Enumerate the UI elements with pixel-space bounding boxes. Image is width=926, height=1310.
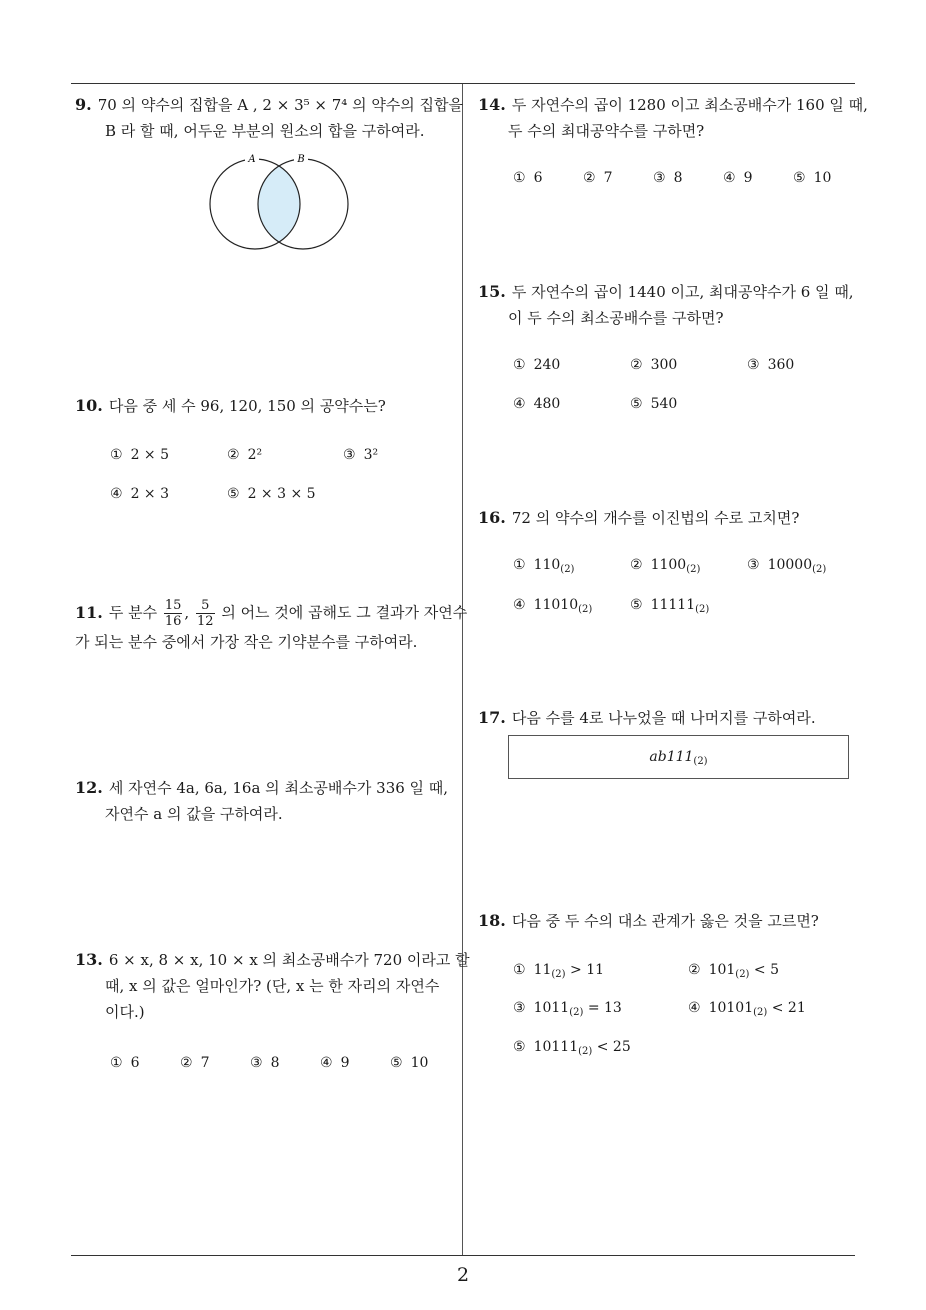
question-text: 6 × x, 8 × x, 10 × x 의 최소공배수가 720 이라고 할 (108, 951, 470, 969)
choice-4[interactable]: ④ 480 (513, 396, 561, 412)
choice-3[interactable]: ③ $1011_{(2)} = 13$ (513, 1000, 622, 1018)
column-divider (462, 84, 463, 1255)
page-number: 2 (456, 1264, 470, 1286)
question-text: 이다.) (105, 1003, 145, 1021)
choice-1[interactable]: ① 6 (513, 170, 543, 186)
choice-2[interactable]: ② 7 (583, 170, 613, 186)
question-number: 18. (478, 911, 506, 930)
question-text: 자연수 a 의 값을 구하여라. (105, 805, 283, 823)
choice-1[interactable]: ① $110_{(2)}$ (513, 557, 575, 575)
question-text: 다음 중 두 수의 대소 관계가 옳은 것을 고르면? (511, 912, 819, 930)
header-rule (71, 83, 855, 84)
question-11: 11. 두 분수 $\frac{15}{16}$ , $\frac{5}{12}$ 의 어느 것에 곱해도 그 결과가 자연수 가 되는 분수 중에서 가장 작은 기약분수를 구하여라. (75, 598, 457, 655)
question-text: 세 자연수 4a, 6a, 16a 의 최소공배수가 336 일 때, (108, 779, 449, 797)
question-13 (75, 947, 470, 1025)
question-text: 때, x 의 값은 얼마인가? (단, x 는 한 자리의 자연수 (105, 977, 440, 995)
question-text: 두 분수 (108, 603, 158, 622)
choice-4[interactable]: ④ 9 (723, 170, 753, 186)
choice-4[interactable]: ④ 9 (320, 1055, 350, 1071)
question-17 (478, 705, 858, 731)
choice-3[interactable]: ③ $10000_{(2)}$ (747, 557, 827, 575)
choice-3[interactable]: ③ 3² (343, 447, 379, 463)
choice-5[interactable]: ⑤ 540 (630, 396, 678, 412)
choice-4[interactable]: ④ 2 × 3 (110, 486, 170, 502)
fraction-5-12: $\frac{5}{12}$ (196, 598, 214, 629)
choice-1[interactable]: ① 6 (110, 1055, 140, 1071)
choice-5[interactable]: ⑤ $10111_{(2)} < 25$ (513, 1039, 631, 1057)
question-text: 가 되는 분수 중에서 가장 작은 기약분수를 구하여라. (75, 633, 418, 651)
fraction-15-16: $\frac{15}{16}$ (164, 598, 182, 629)
question-number: 16. (478, 508, 506, 527)
question-number: 10. (75, 396, 103, 415)
question-number: 17. (478, 708, 506, 727)
choice-1[interactable]: ① 240 (513, 357, 561, 373)
footer-rule (71, 1255, 855, 1256)
question-text: B 라 할 때, 어두운 부분의 원소의 합을 구하여라. (105, 122, 425, 140)
venn-label-b: B (297, 154, 305, 165)
question-text: 두 자연수의 곱이 1440 이고, 최대공약수가 6 일 때, (511, 283, 854, 301)
choice-3[interactable]: ③ 8 (250, 1055, 280, 1071)
choice-1[interactable]: ① $11_{(2)} > 11$ (513, 962, 605, 980)
choice-2[interactable]: ② 2² (227, 447, 263, 463)
choice-5[interactable]: ⑤ $11111_{(2)}$ (630, 597, 710, 615)
question-text: 다음 수를 4로 나누었을 때 나머지를 구하여라. (511, 709, 816, 727)
question-text: 의 어느 것에 곱해도 그 결과가 자연수 (221, 603, 468, 622)
question-text: 이 두 수의 최소공배수를 구하면? (508, 309, 724, 327)
question-number: 12. (75, 778, 103, 797)
question-15 (478, 279, 858, 331)
question-10 (75, 393, 457, 419)
choice-1[interactable]: ① 2 × 5 (110, 447, 170, 463)
question-12 (75, 775, 457, 827)
question-text: 두 자연수의 곱이 1280 이고 최소공배수가 160 일 때, (511, 96, 868, 114)
choice-5[interactable]: ⑤ 2 × 3 × 5 (227, 486, 316, 502)
question-9 (75, 92, 464, 144)
question-number: 14. (478, 95, 506, 114)
question-18 (478, 908, 858, 934)
choice-2[interactable]: ② $1100_{(2)}$ (630, 557, 701, 575)
choice-4[interactable]: ④ $10101_{(2)} < 21$ (688, 1000, 806, 1018)
question-text: 70 의 약수의 집합을 A , 2 × 3⁵ × 7⁴ 의 약수의 집합을 (97, 96, 464, 114)
question-text: 다음 중 세 수 96, 120, 150 의 공약수는? (108, 397, 386, 415)
choice-5[interactable]: ⑤ 10 (793, 170, 832, 186)
choice-2[interactable]: ② $101_{(2)} < 5$ (688, 962, 780, 980)
question-text: 72 의 약수의 개수를 이진법의 수로 고치면? (511, 509, 800, 527)
choice-2[interactable]: ② 300 (630, 357, 678, 373)
question-number: 15. (478, 282, 506, 301)
question-number: 11. (75, 602, 103, 622)
given-number-box: $ab111_{(2)}$ (508, 735, 849, 779)
question-number: 13. (75, 950, 103, 969)
question-16 (478, 505, 858, 531)
choice-4[interactable]: ④ $11010_{(2)}$ (513, 597, 593, 615)
venn-label-a: A (248, 154, 256, 165)
question-14 (478, 92, 868, 144)
choice-5[interactable]: ⑤ 10 (390, 1055, 429, 1071)
choice-3[interactable]: ③ 8 (653, 170, 683, 186)
choice-2[interactable]: ② 7 (180, 1055, 210, 1071)
question-text: 두 수의 최대공약수를 구하면? (508, 122, 705, 140)
venn-diagram (205, 152, 355, 252)
question-number: 9. (75, 95, 92, 114)
choice-3[interactable]: ③ 360 (747, 357, 795, 373)
